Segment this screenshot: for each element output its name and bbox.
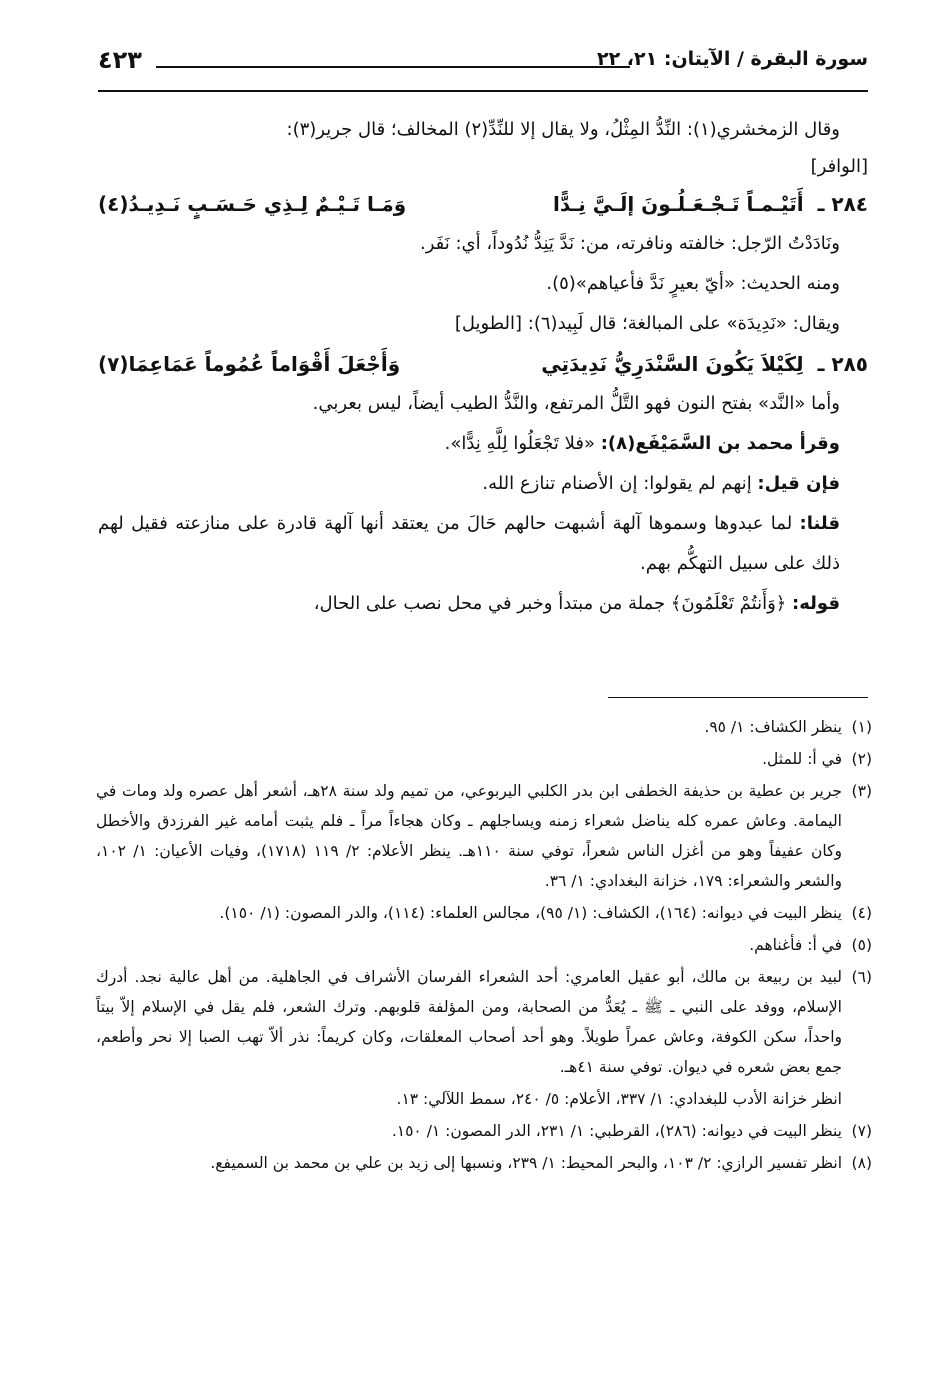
footnote — [96, 712, 872, 742]
main-text — [98, 110, 868, 624]
paragraph-nadadtu: ونَادَدْتُ الرّجل: خالفته ونافرته، من: نَدَّ يَنِدُّ نُدُوداً، أي: نَفَر. — [419, 233, 840, 254]
footnote — [96, 1116, 872, 1146]
footnote-number: (٤) — [851, 904, 872, 922]
verse-hemistich-first: أَتَيْـمـاً تَـجْـعَـلُـونَ إلَـيَّ نِـدًّا — [553, 192, 804, 216]
footnote-number: (٥) — [851, 936, 872, 954]
verse-hemistich-second: وَأَجْعَلَ أَقْوَاماً عُمُوماً عَمَاعِمَا(٧) — [98, 352, 401, 376]
verse-284 — [98, 184, 868, 224]
footnote-text: في أ: فأغناهم. — [749, 936, 842, 954]
running-header — [98, 44, 868, 80]
paragraph-qiraa: وقرأ محمد بن السَّمَيْفَع(٨): «فلا تَجْعَلُوا لِلَّهِ نِدًّا». — [444, 433, 840, 454]
footnote-text: جرير بن عطية بن حذيفة الخطفى ابن بدر الكلبي اليربوعي، من تميم ولد سنة ٢٨هـ، أشعر أهل عصره ولد ومات في اليمامة. وعاش عمره كله يناضل شعراء زمنه ويساجلهم ـ وكان هجاءاً مراً ـ فلم يثبت أمامه غير الفرزدق والأخطل وكان عفيفاً وهو من أغزل الناس شعراً، توفي سنة ١١٠هـ. ينظر الأعلام: ٢/ ١١٩ (١٧١٨)، وفيات الأعيان: ١/ ١٠٢، والشعر والشعراء: ١٧٩، خزانة البغدادي: ١/ ٣٦. — [96, 782, 842, 890]
verse-number: ٢٨٤ ـ — [817, 192, 868, 216]
verse-hemistich-second: وَمَـا تَـيْـمٌ لِـذِي حَـسَـبٍ نَـدِيـدُ(٤) — [98, 192, 407, 216]
footnote-text: ينظر الكشاف: ١/ ٩٥. — [704, 718, 842, 736]
paragraph-qawluhu: قوله: ﴿وَأَنتُمْ تَعْلَمُونَ﴾ جملة من مبتدأ وخبر في محل نصب على الحال، — [313, 593, 840, 614]
footnotes — [96, 712, 872, 1180]
paragraph-answer: قلنا: لما عبدوها وسموها آلهة أشبهت حالهم حَالَ من يعتقد أنها آلهة قادرة على منازعته فقيل لهم ذلك على سبيل التهكُّم بهم. — [98, 513, 840, 574]
paragraph-annad: وأما «النَّد» بفتح النون فهو التَّلُّ المرتفع، والنَّدُّ الطيب أيضاً، ليس بعربي. — [312, 393, 840, 414]
footnote — [96, 930, 872, 960]
footnote-text: في أ: للمثل. — [762, 750, 842, 768]
footnote — [96, 1148, 872, 1178]
surah-title: سورة البقرة / الآيتان: ٢١، ٢٢ — [596, 48, 868, 70]
footnote — [96, 962, 872, 1082]
footnote — [96, 744, 872, 774]
verse-number: ٢٨٥ ـ — [817, 352, 868, 376]
footnote-number: (١) — [851, 718, 872, 736]
footnote-text: انظر تفسير الرازي: ٢/ ١٠٣، والبحر المحيط: ١/ ٢٣٩، ونسبها إلى زيد بن علي بن محمد بن السميفع. — [210, 1154, 842, 1172]
paragraph-nadida: ويقال: «نَدِيدَة» على المبالغة؛ قال لَبِيد(٦): [الطويل] — [454, 313, 840, 334]
verse-hemistich-first: لِكَيْلاَ يَكُونَ السَّنْدَرِيُّ نَدِيدَتِي — [541, 352, 804, 376]
footnote-separator — [608, 697, 868, 698]
footnote — [96, 898, 872, 928]
meter-label-wafir: [الوافر] — [810, 156, 868, 177]
footnote-number: (٦) — [851, 968, 872, 986]
paragraph-hadith: ومنه الحديث: «أيّ بعيرٍ نَدَّ فأعياهم»(٥). — [546, 273, 840, 294]
footnote-text: انظر خزانة الأدب للبغدادي: ١/ ٣٣٧، الأعلام: ٥/ ٢٤٠، سمط اللآلي: ١٣. — [396, 1090, 842, 1108]
header-rule — [98, 90, 868, 92]
header-fill-line — [156, 66, 630, 68]
footnote-text: ينظر البيت في ديوانه: (٢٨٦)، القرطبي: ١/ ٢٣١، الدر المصون: ١/ ١٥٠. — [391, 1122, 842, 1140]
footnote-text: لبيد بن ربيعة بن مالك، أبو عقيل العامري: أحد الشعراء الفرسان الأشراف في الجاهلية. من أهل عالية نجد. أدرك الإسلام، ووفد على النبي ـ ﷺ ـ يُعَدُّ من الصحابة، ومن المؤلفة قلوبهم. وترك الشعر، فلم يقل في الإسلام إلاّ بيتاً واحداً، سكن الكوفة، وعاش عمراً طويلاً. وهو أحد أصحاب المعلقات، وكان كريماً: نذر ألاّ تهب الصبا إلا نحر وأطعم، جمع بعض شعره في ديوان. توفي سنة ٤١هـ. — [96, 968, 842, 1076]
verse-285 — [98, 344, 868, 384]
footnote — [96, 776, 872, 896]
page-number: ٤٢٣ — [98, 46, 142, 74]
footnote-text: ينظر البيت في ديوانه: (١٦٤)، الكشاف: (١/ ٩٥)، مجالس العلماء: (١١٤)، والدر المصون: (١/ ١٥٠). — [219, 904, 842, 922]
paragraph-question: فإن قيل: إنهم لم يقولوا: إن الأصنام تنازع الله. — [482, 473, 840, 494]
footnote-number: (٨) — [851, 1154, 872, 1172]
paragraph-zamakhshari: وقال الزمخشري(١): النِّدُّ المِثْلُ، ولا يقال إلا للنِّدِّ(٢) المخالف؛ قال جرير(٣): — [286, 119, 840, 140]
footnote-number: (٣) — [851, 782, 872, 800]
footnote-continuation — [96, 1084, 872, 1114]
footnote-number: (٧) — [851, 1122, 872, 1140]
footnote-number: (٢) — [851, 750, 872, 768]
